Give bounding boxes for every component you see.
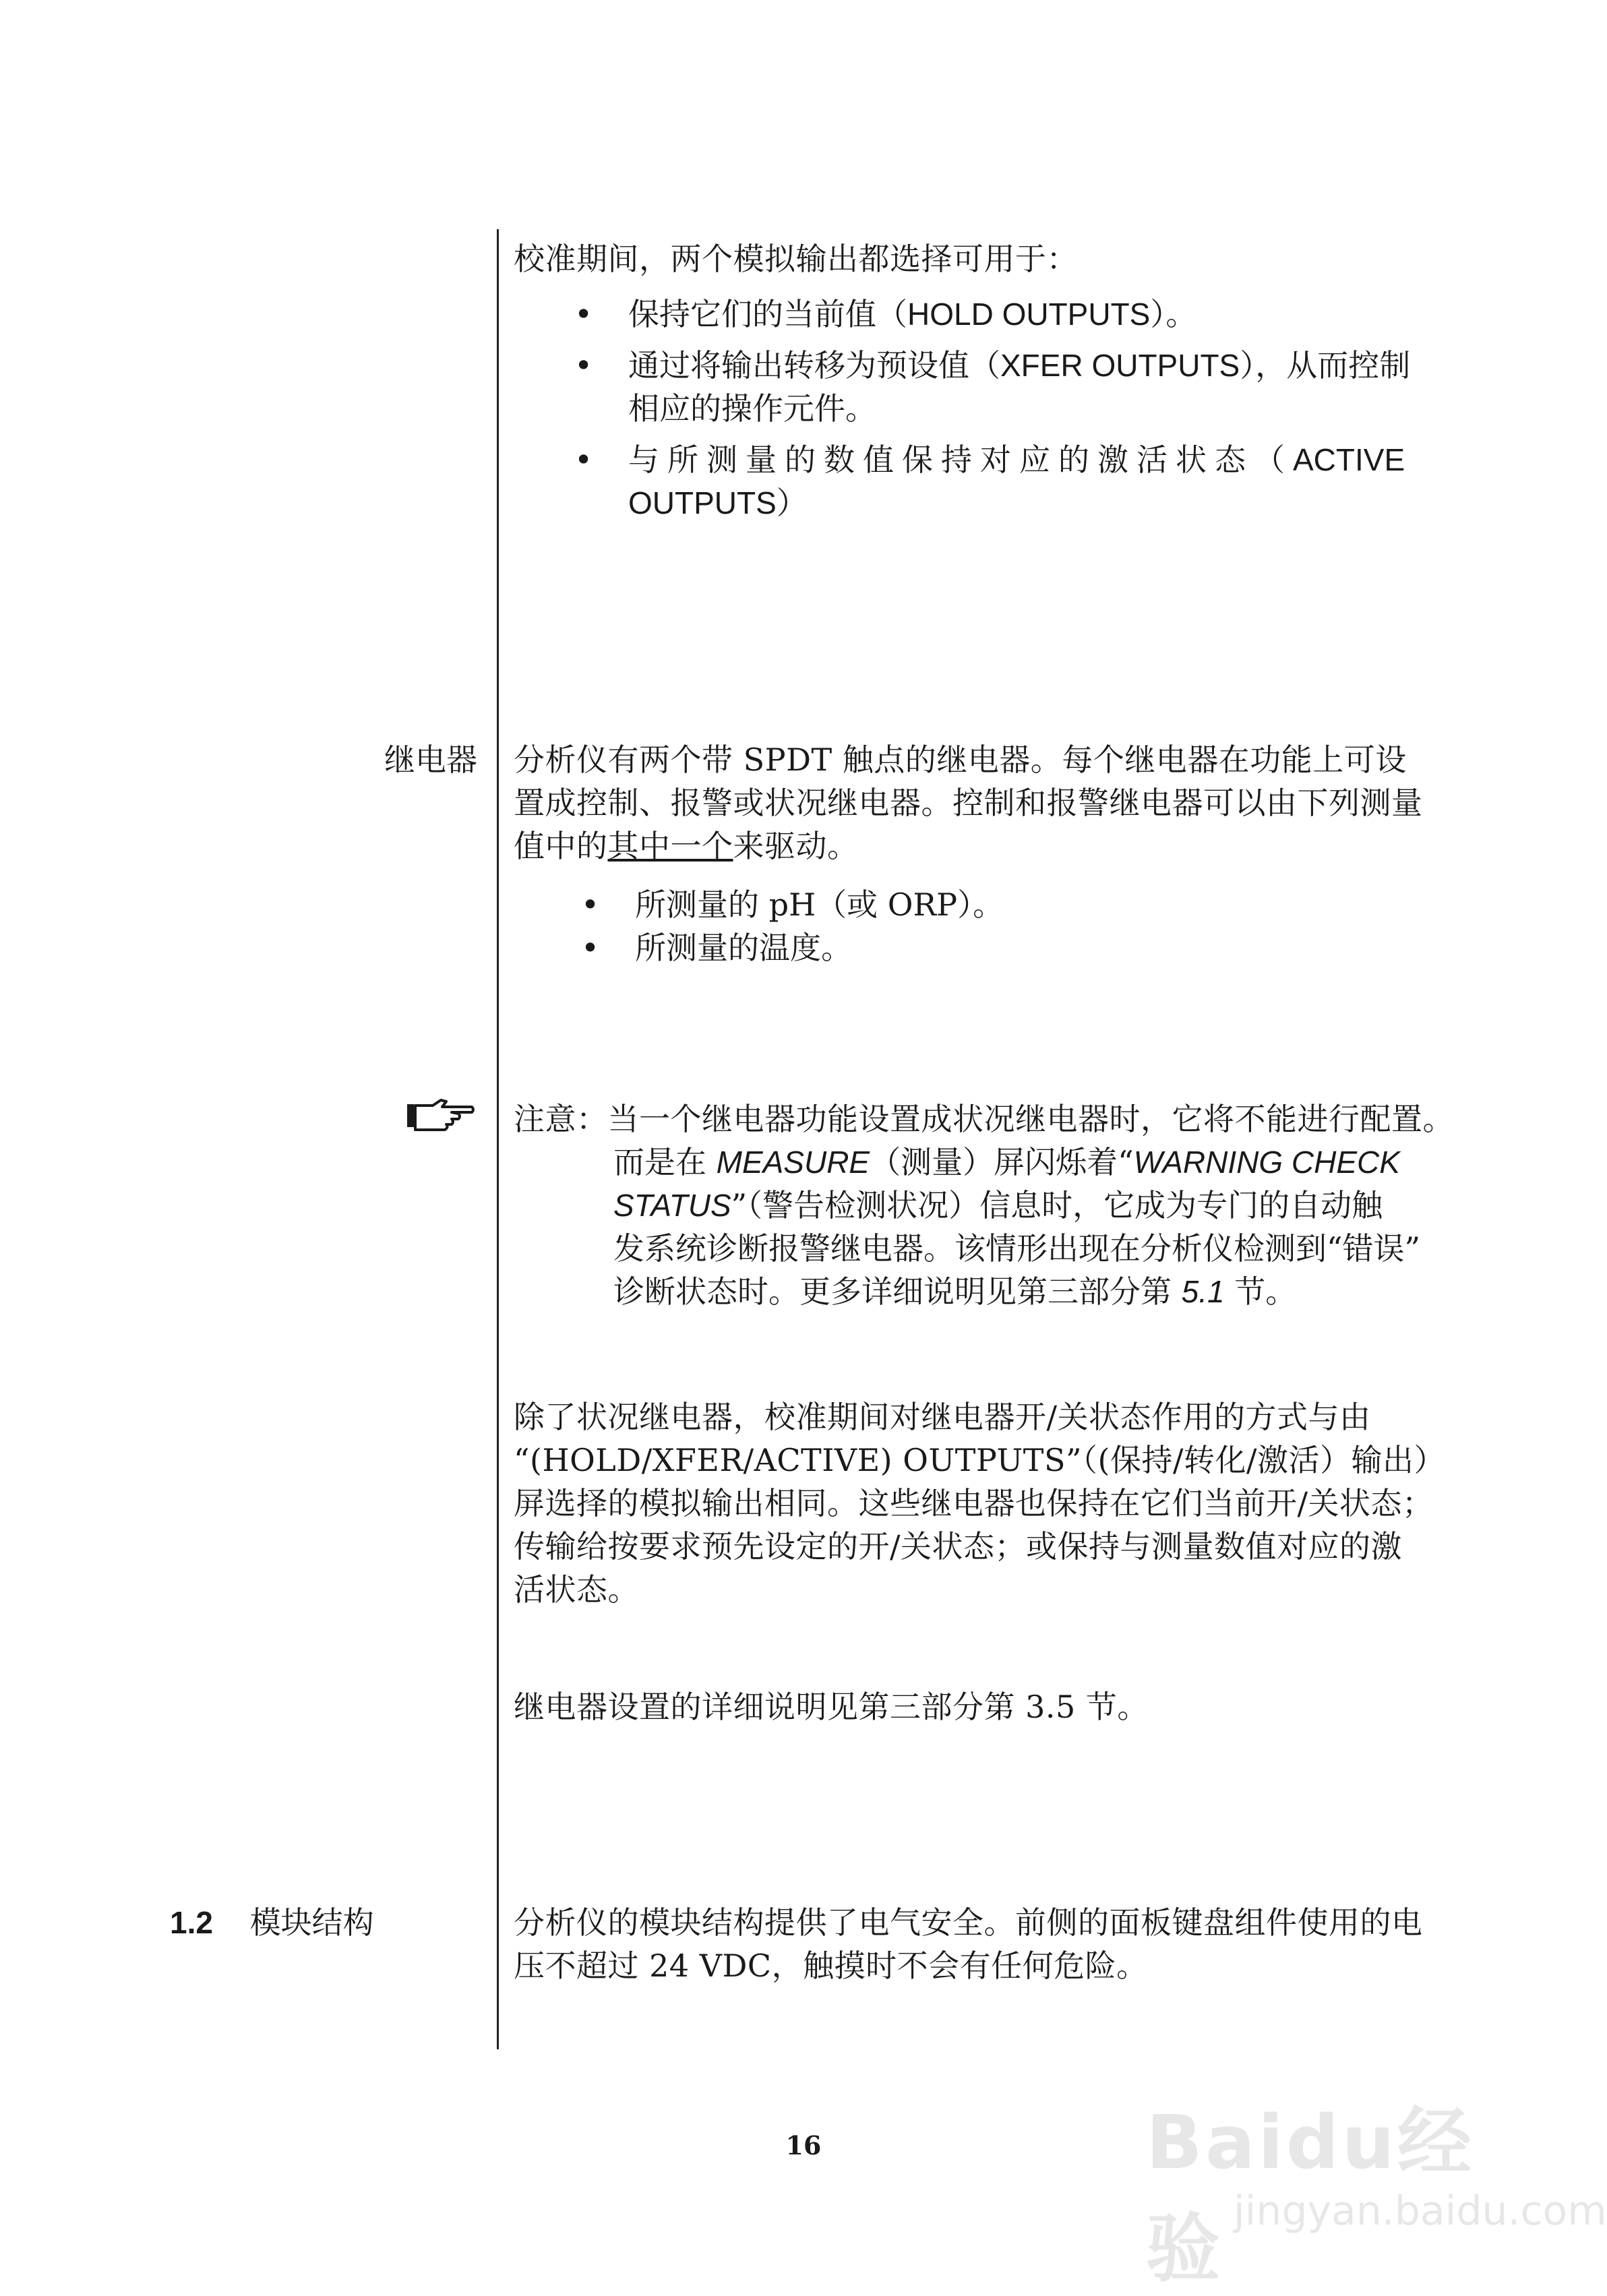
margin-divider-line xyxy=(497,229,499,2049)
list-item: • 所测量的 pH（或 ORP）。 xyxy=(514,883,1004,926)
watermark-url: jingyan.baidu.com xyxy=(1234,2187,1607,2235)
relay-measure-list xyxy=(514,883,1004,969)
baidu-watermark xyxy=(1146,2043,1607,2292)
bullet-icon: • xyxy=(581,930,600,966)
list-item: • 通过将输出转移为预设值（XFER OUTPUTS），从而控制 相应的操作元件。 xyxy=(514,344,1410,430)
bullet-icon: • xyxy=(581,886,600,923)
pointing-hand-icon xyxy=(406,1097,476,1135)
note-first-line: 注意：当一个继电器功能设置成状况继电器时，它将不能进行配置。 xyxy=(514,1101,1454,1137)
section-heading xyxy=(170,1901,374,1944)
output-options-list xyxy=(514,293,1410,524)
page-number: 16 xyxy=(785,2130,822,2161)
relay-calibration-paragraph: 除了状况继电器，校准期间对继电器开/关状态作用的方式与由 “(HOLD/XFER/ACTIVE) OUTPUTS”（(保持/转化/激活）输出） 屏选择的模拟输出相同。这些继电器也保持在它们当前开/关状态； 传输给按要求预先设定的开/关状态；或保持与测量数值对应的激 活状态。 xyxy=(514,1399,1445,1608)
bullet-icon: • xyxy=(574,442,593,478)
bullet-icon: • xyxy=(574,296,593,332)
list-item: • 与所测量的数值保持对应的激活状态（ACTIVE OUTPUTS） xyxy=(514,438,1410,524)
relay-description: 分析仪有两个带 SPDT 触点的继电器。每个继电器在功能上可设 置成控制、报警或状况继电器。控制和报警继电器可以由下列测量 值中的其中一个来驱动。 xyxy=(514,742,1423,864)
calibration-intro: 校准期间，两个模拟输出都选择可用于： xyxy=(514,241,1078,277)
list-item: • 所测量的温度。 xyxy=(514,926,1004,969)
relay-setup-reference: 继电器设置的详细说明见第三部分第 3.5 节。 xyxy=(514,1689,1149,1725)
list-item: • 保持它们的当前值（HOLD OUTPUTS）。 xyxy=(514,293,1410,336)
relay-side-label: 继电器 xyxy=(384,742,477,778)
modular-structure-paragraph: 分析仪的模块结构提供了电气安全。前侧的面板键盘组件使用的电 压不超过 24 VDC，触摸时不会有任何危险。 xyxy=(514,1904,1423,1984)
note-body: 而是在 MEASURE（测量）屏闪烁着“WARNING CHECK STATUS”（警告检测状况）信息时，它成为专门的自动触 发系统诊断报警继电器。该情形出现在分析仪检测到“错误” 诊断状态时。更多详细说明见第三部分第 5.1 节。 xyxy=(613,1144,1421,1310)
watermark-logo-text: Baidu经验 xyxy=(1146,2099,1474,2292)
bullet-icon: • xyxy=(574,347,593,384)
section-title: 模块结构 xyxy=(249,1904,374,1941)
section-number: 1.2 xyxy=(170,1905,213,1940)
